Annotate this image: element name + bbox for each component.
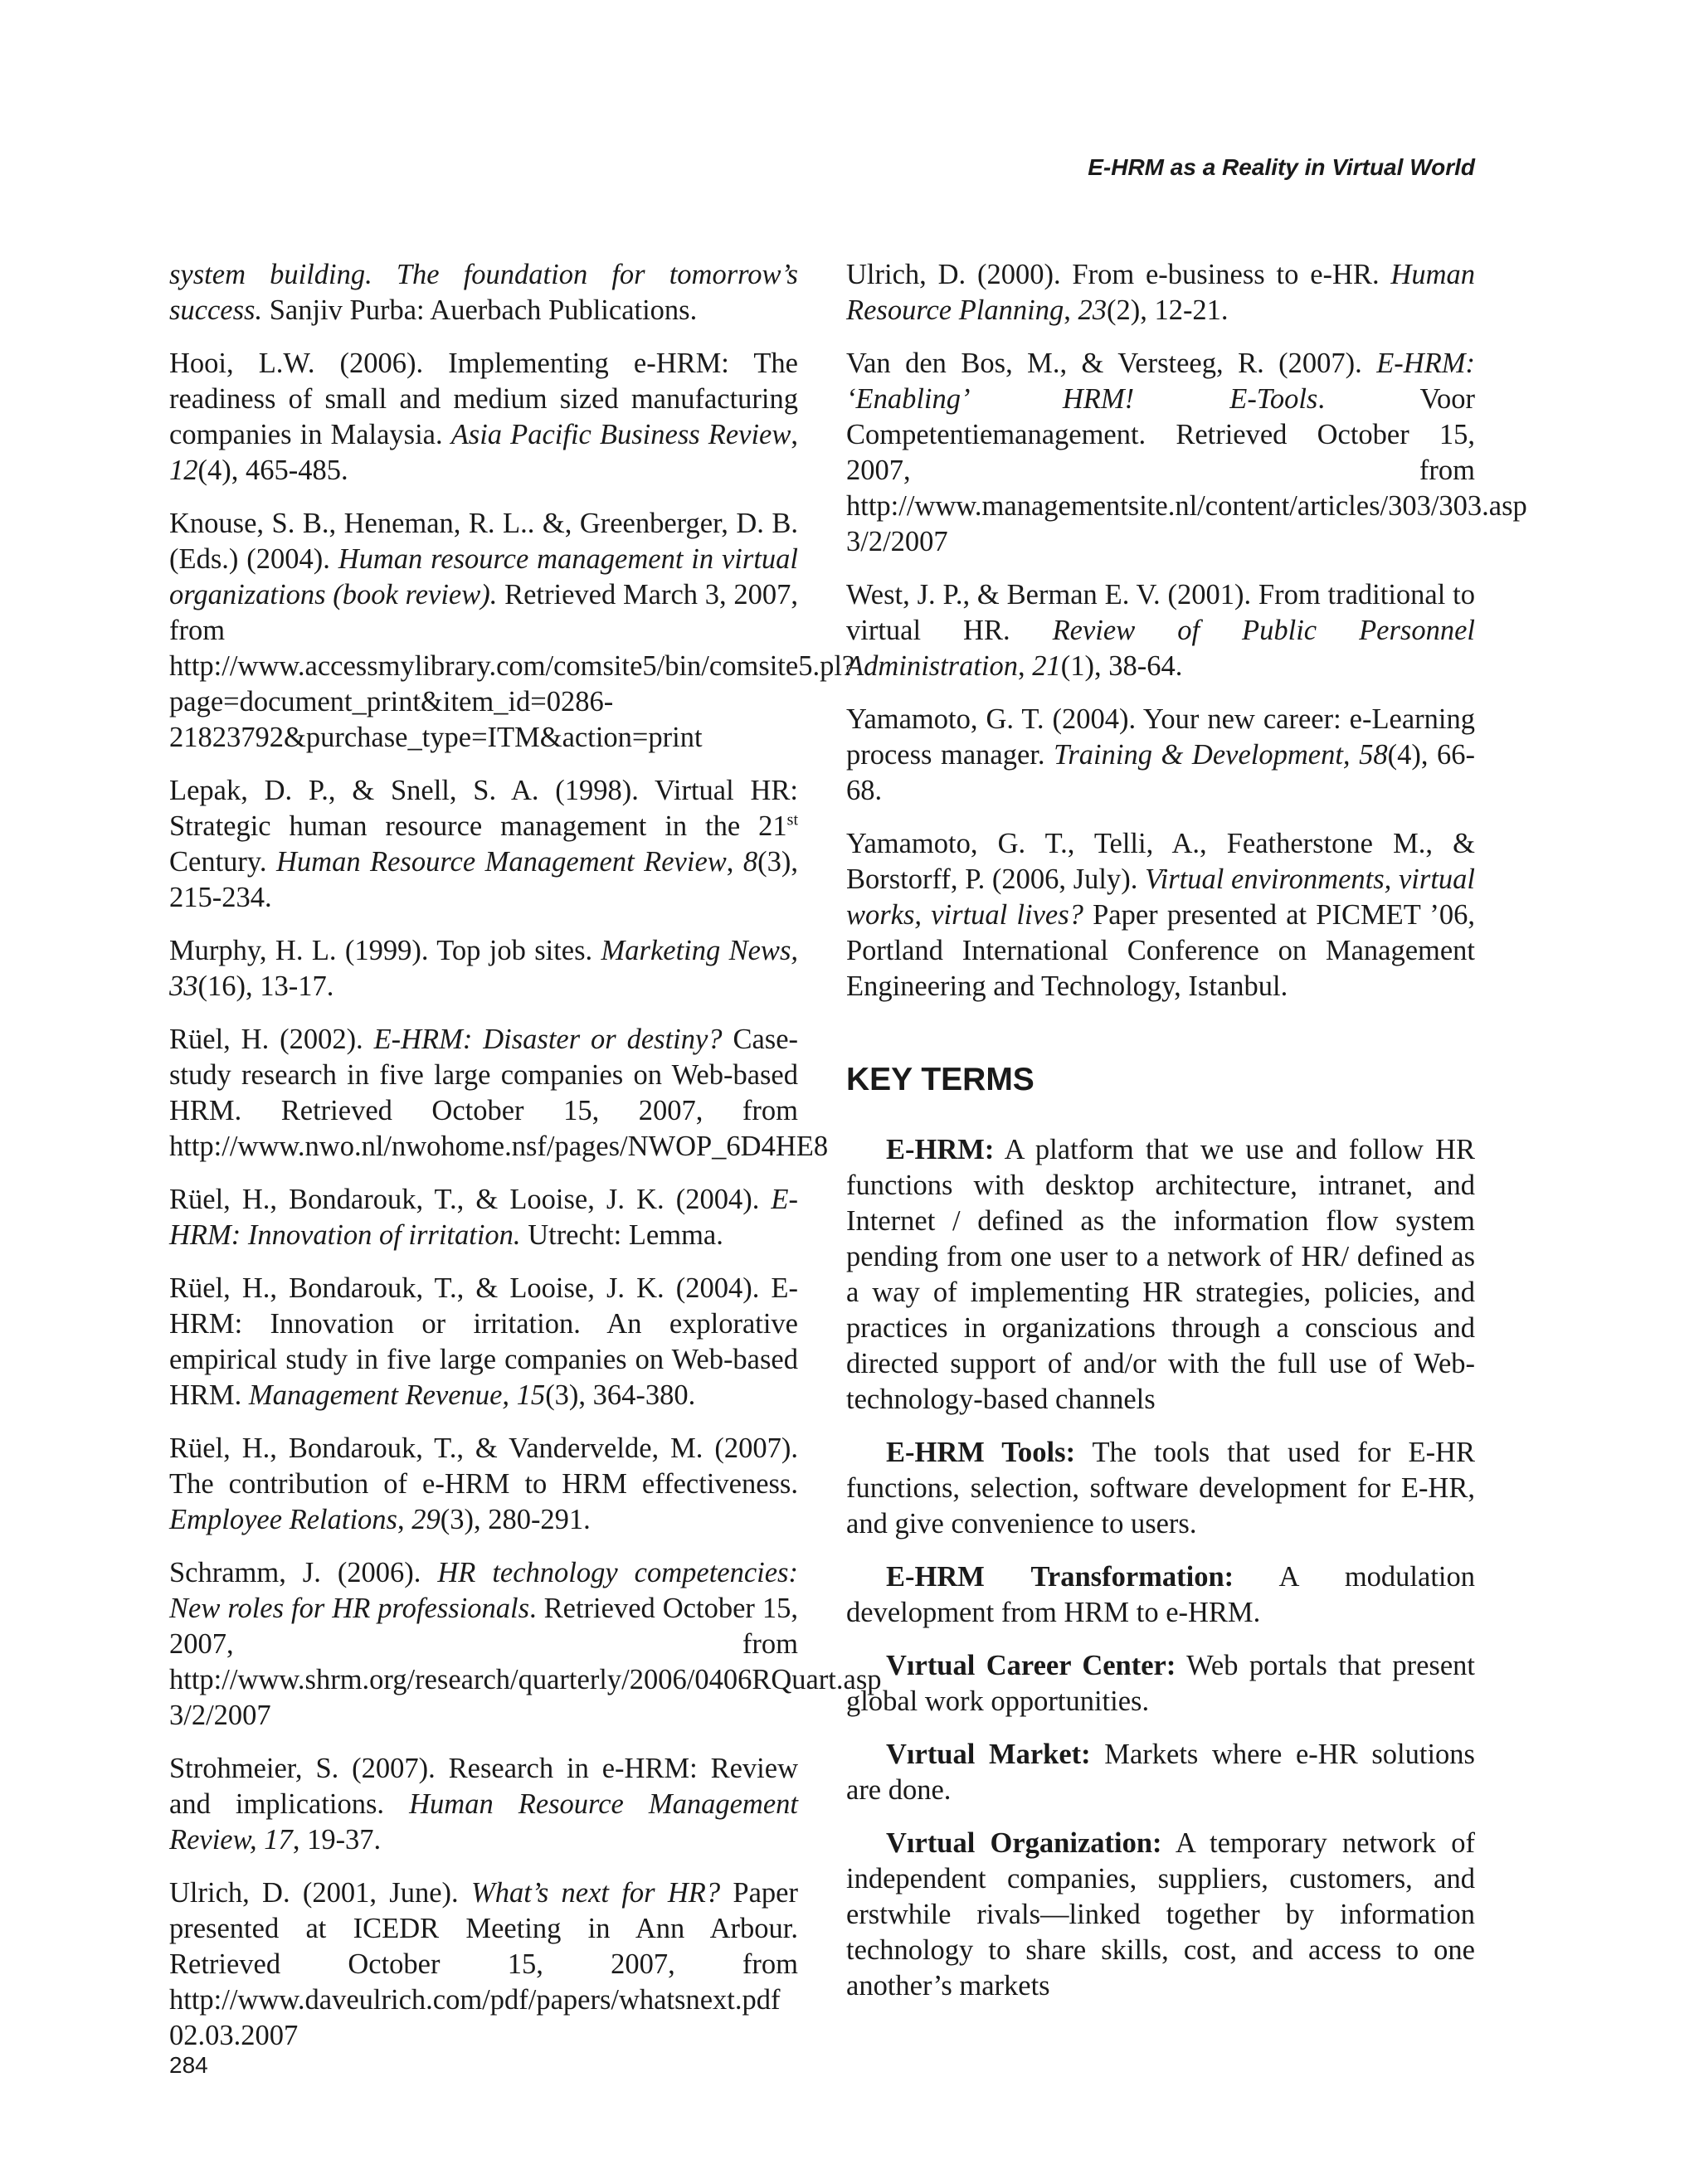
reference-entry <box>846 577 1475 684</box>
key-term-definition: A temporary network of independent companies, suppliers, customers, and erstwhile rivals—linked together by information technology to share skills, cost, and access to one another’s markets <box>846 1827 1475 2002</box>
reference-text: HR technology competencies: New roles for HR professionals <box>169 1557 798 1624</box>
reference-text: Rüel, H. (2002). <box>169 1024 374 1055</box>
reference-text: Retrieved March 3, 2007, from http://www.accessmylibrary.com/comsite5/bin/comsite5.pl?page=document_print&item_id=0286-21823792&purchase_type=ITM&action=print <box>169 579 855 753</box>
key-term-entry <box>846 1826 1475 2004</box>
reference-text: Ulrich, D. (2000). From e-business to e-HR. <box>846 259 1391 290</box>
reference-text: , <box>726 846 743 878</box>
reference-text: Rüel, H., Bondarouk, T., & Vandervelde, M. (2007). The contribution of e-HRM to HRM effectiveness. <box>169 1432 798 1500</box>
reference-list <box>169 257 882 2054</box>
reference-text: (4), 465-485. <box>197 455 348 486</box>
reference-entry <box>169 257 798 328</box>
key-term-entry <box>846 1648 1475 1719</box>
reference-text: Paper presented at PICMET ’06, Portland International Conference on Management Engineering and Technology, Istanbul. <box>846 899 1475 1002</box>
reference-text: , <box>791 419 798 450</box>
reference-text: Lepak, D. P., & Snell, S. A. (1998). Virtual HR: Strategic human resource management in the 21 <box>169 775 798 842</box>
reference-text: , <box>397 1504 412 1535</box>
reference-entry <box>846 826 1475 1004</box>
reference-text: Training & Development, 58 <box>1054 739 1388 771</box>
reference-text: E-HRM: Disaster or destiny? <box>373 1024 723 1055</box>
reference-text: Van den Bos, M., & Versteeg, R. (2007). <box>846 348 1377 379</box>
reference-text: Yamamoto, G. T. (2004). Your new career: e-Learning process manager. <box>846 703 1475 771</box>
reference-text: (2), 12-21. <box>1106 294 1229 326</box>
reference-text: Rüel, H., Bondarouk, T., & Looise, J. K. (2004). <box>169 1184 772 1215</box>
reference-text: Yamamoto, G. T., Telli, A., Featherstone M., & Borstorff, P. (2006, July). <box>846 828 1475 895</box>
page-number: 284 <box>169 2052 208 2078</box>
reference-text: 21 <box>1032 650 1061 682</box>
reference-text: (3), 280-291. <box>440 1504 591 1535</box>
reference-entry <box>169 933 798 1004</box>
reference-entry <box>846 346 1527 560</box>
reference-entry <box>169 506 855 756</box>
reference-text: , <box>1064 294 1078 326</box>
reference-entry <box>169 1182 798 1253</box>
reference-text: Hooi, L.W. (2006). Implementing e-HRM: The readiness of small and medium sized manufacturing companies in Malaysia. <box>169 348 798 450</box>
key-term-name: E-HRM Transformation: <box>886 1561 1234 1593</box>
key-term-entry <box>846 1132 1475 1418</box>
key-terms-list <box>846 1132 1475 2004</box>
key-term-name: E-HRM: <box>886 1134 995 1165</box>
key-term-name: Vırtual Market: <box>886 1739 1091 1770</box>
reference-text: Human Resource Management Review <box>276 846 727 878</box>
reference-text: What’s next for HR? <box>470 1877 721 1909</box>
reference-text: Case-study research in five large companies on Web-based HRM. Retrieved October 15, 2007, from http://www.nwo.nl/nwohome.nsf/pages/NWOP_6D4HE8 <box>169 1024 829 1162</box>
key-term-definition: A platform that we use and follow HR functions with desktop architecture, intranet, and Internet / defined as the information flow system pending from one user to a network of HR/ defined as a way of implementing HR strategies, policies, and practices in organizations through a conscious and directed support of and/or with the full use of Web-technology-based channels <box>846 1134 1475 1415</box>
reference-text: 8 <box>742 846 758 878</box>
key-term-definition: Web portals that present global work opportunities. <box>846 1650 1475 1717</box>
reference-entry <box>169 773 798 916</box>
key-term-name: E-HRM Tools: <box>886 1437 1076 1468</box>
reference-entry <box>169 1751 798 1858</box>
reference-text: Century. <box>169 846 276 878</box>
reference-text: Knouse, S. B., Heneman, R. L.. &, Greenberger, D. B. (Eds.) (2004). <box>169 508 798 575</box>
key-term-entry <box>846 1737 1475 1808</box>
reference-text: , 19-37. <box>292 1824 382 1856</box>
reference-text: Marketing News, 33 <box>169 935 798 1002</box>
key-term-definition: Markets where e-HR solutions are done. <box>846 1739 1475 1806</box>
reference-text: Review of Public Personnel Administration <box>846 615 1475 682</box>
reference-text: Human Resource Management Review, 17 <box>169 1788 798 1856</box>
reference-text: Murphy, H. L. (1999). Top job sites. <box>169 935 601 966</box>
reference-text: Utrecht: Lemma. <box>520 1219 723 1251</box>
reference-text: (4), 66-68. <box>846 739 1476 806</box>
reference-text: Human Resource Planning <box>846 259 1475 326</box>
reference-text: Employee Relations <box>169 1504 397 1535</box>
reference-text: Asia Pacific Business Review <box>450 419 791 450</box>
key-term-entry <box>846 1559 1475 1631</box>
reference-entry <box>169 1271 798 1413</box>
reference-entry <box>169 1875 798 2054</box>
reference-text: st <box>786 810 798 829</box>
reference-text: 12 <box>169 455 198 486</box>
references-column-right <box>846 257 1527 2021</box>
reference-entry <box>169 346 798 489</box>
reference-text: (16), 13-17. <box>197 970 334 1002</box>
key-term-definition: The tools that used for E-HR functions, selection, software development for E-HR, and give convenience to users. <box>846 1437 1475 1540</box>
reference-text: Human resource management in virtual organizations (book review). <box>169 543 798 610</box>
reference-entry <box>846 702 1475 809</box>
key-terms-heading: KEY TERMS <box>846 1062 1034 1097</box>
reference-text: , <box>1018 650 1033 682</box>
reference-entry <box>169 1555 882 1734</box>
reference-text: 23 <box>1078 294 1107 326</box>
reference-entry <box>169 1431 798 1538</box>
reference-text: Ulrich, D. (2001, June). <box>169 1877 471 1909</box>
key-term-name: Vırtual Career Center: <box>886 1650 1176 1681</box>
references-column-left <box>169 257 882 2071</box>
reference-text: Virtual environments, virtual works, virtual lives? <box>846 863 1475 931</box>
reference-text: (3), 215-234. <box>169 846 798 913</box>
reference-text: 29 <box>411 1504 441 1535</box>
reference-text: West, J. P., & Berman E. V. (2001). From traditional to virtual HR. <box>846 579 1475 646</box>
reference-text: Management Revenue, 15 <box>248 1379 546 1411</box>
reference-text: Paper presented at ICEDR Meeting in Ann Arbour. Retrieved October 15, 2007, from http://www.daveulrich.com/pdf/papers/whatsnext.pdf 02.03.2007 <box>169 1877 798 2051</box>
key-term-definition: A modulation development from HRM to e-HRM. <box>846 1561 1476 1628</box>
reference-text: Sanjiv Purba: Auerbach Publications. <box>262 294 698 326</box>
running-head: E-HRM as a Reality in Virtual World <box>1088 154 1475 180</box>
reference-text: (3), 364-380. <box>545 1379 696 1411</box>
key-term-entry <box>846 1435 1475 1542</box>
reference-text: (1), 38-64. <box>1060 650 1183 682</box>
reference-entry <box>846 257 1475 328</box>
reference-text: Schramm, J. (2006). <box>169 1557 438 1588</box>
reference-text: . Retrieved October 15, 2007, from http://www.shrm.org/research/quarterly/2006/0406RQuart.asp 3/2/2007 <box>169 1593 882 1731</box>
reference-list <box>846 257 1527 1004</box>
reference-text: Rüel, H., Bondarouk, T., & Looise, J. K. (2004). E-HRM: Innovation or irritation. An explorative empirical study in five large companies on Web-based HRM. <box>169 1272 798 1411</box>
reference-text: system building. The foundation for tomorrow’s success. <box>169 259 798 326</box>
reference-text: E-HRM: ‘Enabling’ HRM! E-Tools <box>846 348 1475 415</box>
key-term-name: Vırtual Organization: <box>886 1827 1162 1859</box>
reference-entry <box>169 1022 829 1165</box>
reference-text: E-HRM: Innovation of irritation. <box>169 1184 798 1251</box>
reference-text: . Voor Competentiemanagement. Retrieved October 15, 2007, from http://www.managementsite.nl/content/articles/303/303.asp 3/2/2007 <box>846 383 1527 557</box>
reference-text: Strohmeier, S. (2007). Research in e-HRM: Review and implications. <box>169 1753 798 1820</box>
